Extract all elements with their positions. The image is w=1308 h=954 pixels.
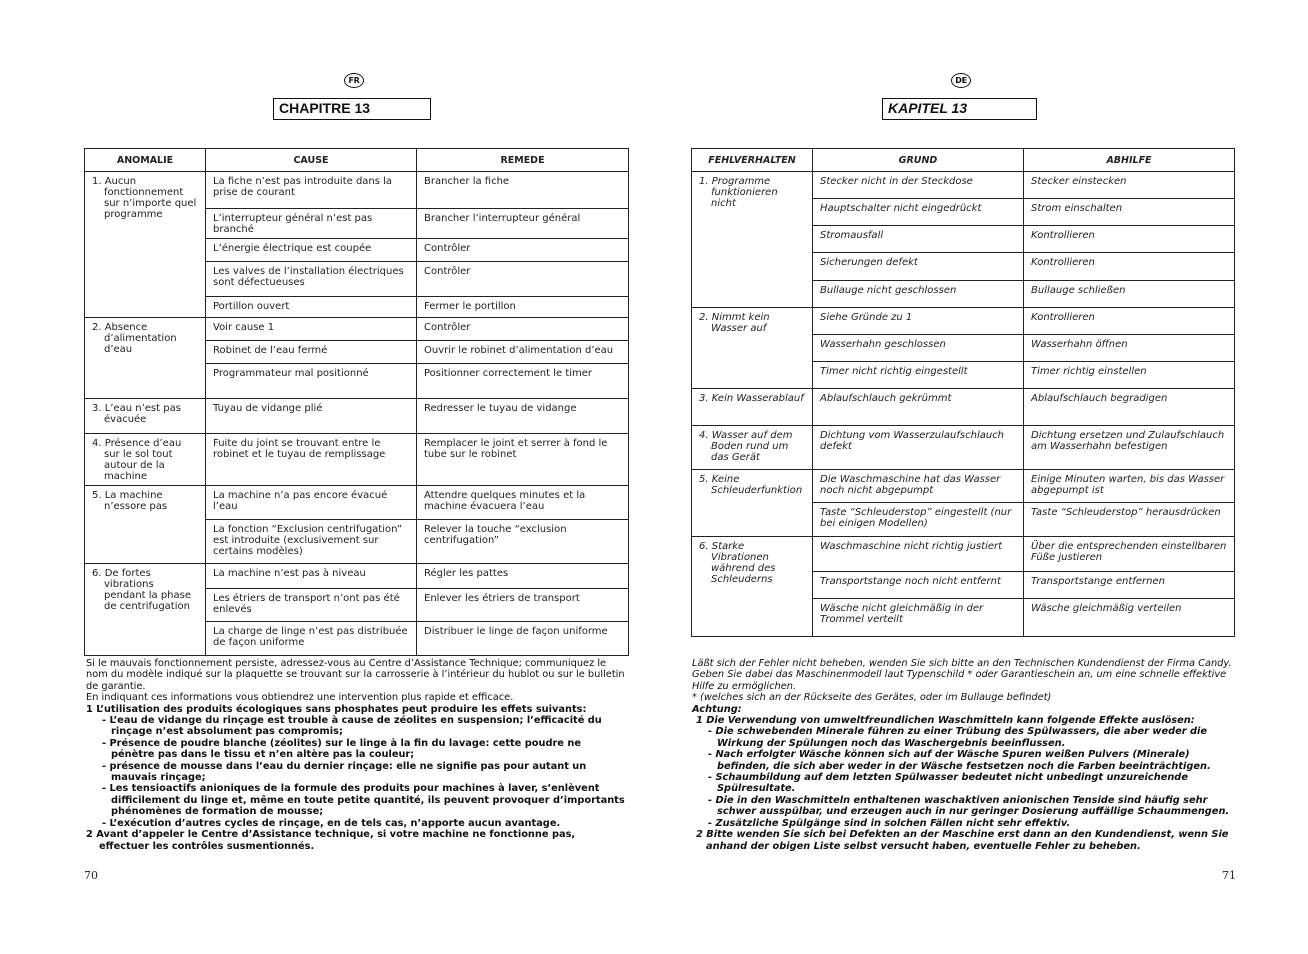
table-header-row bbox=[85, 149, 629, 172]
anomaly-text: 6. De fortes vibrations pendant la phase de centrifugation bbox=[92, 568, 192, 612]
table-row bbox=[85, 399, 629, 434]
cause-cell: L’interrupteur général n’est pas branché bbox=[206, 209, 417, 239]
page-number: 70 bbox=[84, 869, 98, 882]
chapter-title: CHAPITRE 13 bbox=[273, 98, 431, 120]
note-paragraph: Si le mauvais fonctionnement persiste, adressez-vous au Centre d’Assistance Technique; communiquez le nom du modèle indiqué sur la plaquette se trouvant sur la carrosserie à l’intérieur du hublot ou sur le bulletin de garantie. bbox=[86, 658, 625, 692]
header-remedy: ABHILFE bbox=[1024, 149, 1235, 172]
remedy-cell: Einige Minuten warten, bis das Wasser abgepumpt ist bbox=[1024, 470, 1235, 503]
remedy-cell: Brancher l’interrupteur général bbox=[417, 209, 629, 239]
table-header-row bbox=[692, 149, 1235, 172]
header-anomaly: ANOMALIE bbox=[85, 149, 206, 172]
header-remedy: REMEDE bbox=[417, 149, 629, 172]
remedy-cell: Régler les pattes bbox=[417, 564, 629, 589]
note-bullet: - Présence de poudre blanche (zéolites) sur le linge à la fin du lavage: cette poudre ne pénètre pas dans le tissu et n’en altère pas la couleur; bbox=[102, 737, 581, 761]
cause-cell: La machine n’a pas encore évacué l’eau bbox=[206, 486, 417, 520]
remedy-cell: Taste “Schleuderstop” herausdrücken bbox=[1024, 503, 1235, 537]
anomaly-text: 3. Kein Wasserablauf bbox=[699, 393, 804, 404]
cause-cell: Sicherungen defekt bbox=[813, 253, 1024, 281]
remedy-cell: Bullauge schließen bbox=[1024, 281, 1235, 308]
table-row bbox=[85, 486, 629, 520]
cause-cell: Siehe Gründe zu 1 bbox=[813, 308, 1024, 335]
anomaly-text: 2. Absence d’alimentation d’eau bbox=[92, 322, 177, 355]
header-cause: CAUSE bbox=[206, 149, 417, 172]
cause-cell: Waschmaschine nicht richtig justiert bbox=[813, 537, 1024, 572]
note-bullet: - Les tensioactifs anioniques de la formule des produits pour machines à laver, s’enlèvent difficilement du linge et, même en toute petite quantité, ils peuvent provoquer d’importants phénomènes de formation de mousse; bbox=[102, 783, 625, 818]
anomaly-text: 1. Programme funktionieren nicht bbox=[699, 176, 778, 209]
remedy-cell: Wasserhahn öffnen bbox=[1024, 335, 1235, 362]
remedy-cell: Transportstange entfernen bbox=[1024, 572, 1235, 599]
remedy-cell: Redresser le tuyau de vidange bbox=[417, 399, 629, 434]
anomaly-cell bbox=[85, 486, 206, 564]
anomaly-text: 1. Aucun fonctionnement sur n’importe quel programme bbox=[92, 176, 197, 220]
anomaly-cell bbox=[85, 434, 206, 486]
cause-cell: Stromausfall bbox=[813, 226, 1024, 253]
cause-cell: Fuite du joint se trouvant entre le robinet et le tuyau de remplissage bbox=[206, 434, 417, 486]
cause-cell: Tuyau de vidange plié bbox=[206, 399, 417, 434]
anomaly-text: 5. La machine n’essore pas bbox=[92, 490, 168, 512]
remedy-cell: Contrôler bbox=[417, 239, 629, 262]
table-row bbox=[692, 426, 1235, 470]
anomaly-text: 3. L’eau n’est pas évacuée bbox=[92, 403, 181, 425]
cause-cell: Bullauge nicht geschlossen bbox=[813, 281, 1024, 308]
remedy-cell: Contrôler bbox=[417, 318, 629, 341]
cause-cell: La fonction “Exclusion centrifugation” est introduite (exclusivement sur certains modèles) bbox=[206, 520, 417, 564]
table-row bbox=[692, 389, 1235, 426]
remedy-cell: Relever la touche “exclusion centrifugation” bbox=[417, 520, 629, 564]
cause-cell: Les valves de l’installation électriques sont défectueuses bbox=[206, 262, 417, 297]
anomaly-cell bbox=[692, 389, 813, 426]
cause-cell: La machine n’est pas à niveau bbox=[206, 564, 417, 589]
anomaly-cell bbox=[85, 564, 206, 656]
note-bullet: - Zusätzliche Spülgänge sind in solchen Fällen nicht sehr effektiv. bbox=[708, 817, 1071, 829]
table-row bbox=[85, 318, 629, 341]
note-paragraph: En indiquant ces informations vous obtiendrez une intervention plus rapide et efficace. bbox=[86, 692, 514, 704]
cause-cell: L’énergie électrique est coupée bbox=[206, 239, 417, 262]
anomaly-cell bbox=[85, 399, 206, 434]
cause-cell: Programmateur mal positionné bbox=[206, 364, 417, 399]
note-paragraph: Läßt sich der Fehler nicht beheben, wenden Sie sich bitte an den Technischen Kundendienst der Firma Candy. Geben Sie dabei das Maschinenmodell laut Typenschild * oder Garantieschein an, um eine schnelle effektive Hilfe zu ermöglichen. bbox=[692, 658, 1232, 692]
note-bullet: - Schaumbildung auf dem letzten Spülwasser bedeutet nicht unbedingt unzureichende Spülresultate. bbox=[708, 772, 1188, 795]
cause-cell: Stecker nicht in der Steckdose bbox=[813, 172, 1024, 199]
remedy-cell: Strom einschalten bbox=[1024, 199, 1235, 226]
remedy-cell: Positionner correctement le timer bbox=[417, 364, 629, 399]
note-bullets bbox=[86, 715, 626, 829]
table-row bbox=[692, 172, 1235, 199]
note-bullet: - Die in den Waschmitteln enthaltenen waschaktiven anionischen Tenside sind häufig sehr schwer ausspülbar, und erzeugen auch in nur geringer Dosierung auffällige Schaummengen. bbox=[708, 794, 1230, 818]
anomaly-cell bbox=[692, 537, 813, 637]
remedy-cell: Wäsche gleichmäßig verteilen bbox=[1024, 599, 1235, 637]
cause-cell: Hauptschalter nicht eingedrückt bbox=[813, 199, 1024, 226]
cause-cell: La fiche n’est pas introduite dans la prise de courant bbox=[206, 172, 417, 209]
header-anomaly: FEHLVERHALTEN bbox=[692, 149, 813, 172]
note-bullets bbox=[692, 726, 1237, 829]
cause-cell: Voir cause 1 bbox=[206, 318, 417, 341]
cause-cell: Wäsche nicht gleichmäßig in der Trommel verteilt bbox=[813, 599, 1024, 637]
notes-section bbox=[86, 658, 626, 852]
remedy-cell: Fermer le portillon bbox=[417, 297, 629, 318]
cause-cell: Robinet de l’eau fermé bbox=[206, 341, 417, 364]
table-row bbox=[692, 470, 1235, 503]
remedy-cell: Kontrollieren bbox=[1024, 253, 1235, 281]
remedy-cell: Stecker einstecken bbox=[1024, 172, 1235, 199]
remedy-cell: Kontrollieren bbox=[1024, 226, 1235, 253]
remedy-cell: Dichtung ersetzen und Zulaufschlauch am Wasserhahn befestigen bbox=[1024, 426, 1235, 470]
cause-cell: Dichtung vom Wasserzulaufschlauch defekt bbox=[813, 426, 1024, 470]
notes-section bbox=[692, 658, 1237, 852]
anomaly-cell bbox=[85, 318, 206, 399]
remedy-cell: Über die entsprechenden einstellbaren Füße justieren bbox=[1024, 537, 1235, 572]
table-row bbox=[85, 172, 629, 209]
table-row bbox=[692, 537, 1235, 572]
cause-cell: Transportstange noch nicht entfernt bbox=[813, 572, 1024, 599]
remedy-cell: Timer richtig einstellen bbox=[1024, 362, 1235, 389]
header-cause: GRUND bbox=[813, 149, 1024, 172]
table-row bbox=[85, 564, 629, 589]
cause-cell: La charge de linge n’est pas distribuée de façon uniforme bbox=[206, 622, 417, 656]
remedy-cell: Ablaufschlauch begradigen bbox=[1024, 389, 1235, 426]
anomaly-text: 4. Présence d’eau sur le sol tout autour de la machine bbox=[92, 438, 182, 482]
page-right bbox=[654, 0, 1308, 954]
remedy-cell: Remplacer le joint et serrer à fond le tube sur le robinet bbox=[417, 434, 629, 486]
anomaly-cell bbox=[692, 426, 813, 470]
cause-cell: Ablaufschlauch gekrümmt bbox=[813, 389, 1024, 426]
table-row bbox=[692, 308, 1235, 335]
cause-cell: Portillon ouvert bbox=[206, 297, 417, 318]
cause-cell: Wasserhahn geschlossen bbox=[813, 335, 1024, 362]
note-heading-1: 1 Die Verwendung von umweltfreundlichen Waschmitteln kann folgende Effekte auslösen: bbox=[696, 715, 1195, 727]
cause-cell: Les étriers de transport n’ont pas été enlevés bbox=[206, 589, 417, 622]
remedy-cell: Ouvrir le robinet d’alimentation d’eau bbox=[417, 341, 629, 364]
note-paragraph: * (welches sich an der Rückseite des Gerätes, oder im Bullauge befindet) bbox=[692, 692, 1052, 704]
table-row bbox=[85, 434, 629, 486]
note-heading-2: 2 Avant d’appeler le Centre d’Assistance technique, si votre machine ne fonctionne pas, effectuer les contrôles susmentionnés. bbox=[86, 829, 576, 852]
note-bullet: - présence de mousse dans l’eau du dernier rinçage: elle ne signifie pas pour autant un mauvais rinçage; bbox=[102, 760, 587, 784]
remedy-cell: Brancher la fiche bbox=[417, 172, 629, 209]
remedy-cell: Contrôler bbox=[417, 262, 629, 297]
note-bullet: - Die schwebenden Minerale führen zu einer Trübung des Spülwassers, die aber weder die Wirkung der Spülungen noch das Waschergebnis beeinflussen. bbox=[708, 726, 1208, 749]
cause-cell: Die Waschmaschine hat das Wasser noch nicht abgepumpt bbox=[813, 470, 1024, 503]
note-attention: Achtung: bbox=[692, 703, 742, 715]
anomaly-text: 4. Wasser auf dem Boden rund um das Gerät bbox=[699, 430, 793, 463]
remedy-cell: Distribuer le linge de façon uniforme bbox=[417, 622, 629, 656]
chapter-title: KAPITEL 13 bbox=[882, 98, 1037, 120]
note-heading-2: 2 Bitte wenden Sie sich bei Defekten an der Maschine erst dann an den Kundendienst, wenn Sie anhand der obigen Liste selbst versucht haben, eventuelle Fehler zu beheben. bbox=[696, 829, 1229, 852]
anomaly-cell bbox=[85, 172, 206, 318]
anomaly-text: 2. Nimmt kein Wasser auf bbox=[699, 312, 770, 334]
remedy-cell: Attendre quelques minutes et la machine évacuera l’eau bbox=[417, 486, 629, 520]
anomaly-text: 6. Starke Vibrationen während des Schleuderns bbox=[699, 541, 776, 585]
page-number: 71 bbox=[1222, 869, 1236, 882]
remedy-cell: Enlever les étriers de transport bbox=[417, 589, 629, 622]
remedy-cell: Kontrollieren bbox=[1024, 308, 1235, 335]
note-bullet: - L’exécution d’autres cycles de rinçage, en de tels cas, n’apporte aucun avantage. bbox=[102, 817, 561, 829]
anomaly-cell bbox=[692, 308, 813, 389]
note-bullet: - L’eau de vidange du rinçage est trouble à cause de zéolites en suspension; l’efficacité du rinçage n’est absolument pas compromis; bbox=[102, 715, 602, 738]
lang-badge-fr: FR bbox=[344, 73, 364, 88]
cause-cell: Taste “Schleuderstop” eingestellt (nur bei einigen Modellen) bbox=[813, 503, 1024, 537]
lang-badge-de: DE bbox=[951, 73, 971, 88]
anomaly-text: 5. Keine Schleuderfunktion bbox=[699, 474, 803, 496]
anomaly-cell bbox=[692, 470, 813, 537]
cause-cell: Timer nicht richtig eingestellt bbox=[813, 362, 1024, 389]
note-heading-1: 1 L’utilisation des produits écologiques sans phosphates peut produire les effets suivants: bbox=[86, 703, 587, 715]
anomaly-cell bbox=[692, 172, 813, 308]
troubleshooting-table bbox=[691, 148, 1235, 637]
note-bullet: - Nach erfolgter Wäsche können sich auf der Wäsche Spuren weißen Pulvers (Minerale) befinden, die sich aber weder in der Wäsche festsetzen noch die Farben beeinträchtigen. bbox=[708, 749, 1211, 772]
troubleshooting-table bbox=[84, 148, 629, 656]
